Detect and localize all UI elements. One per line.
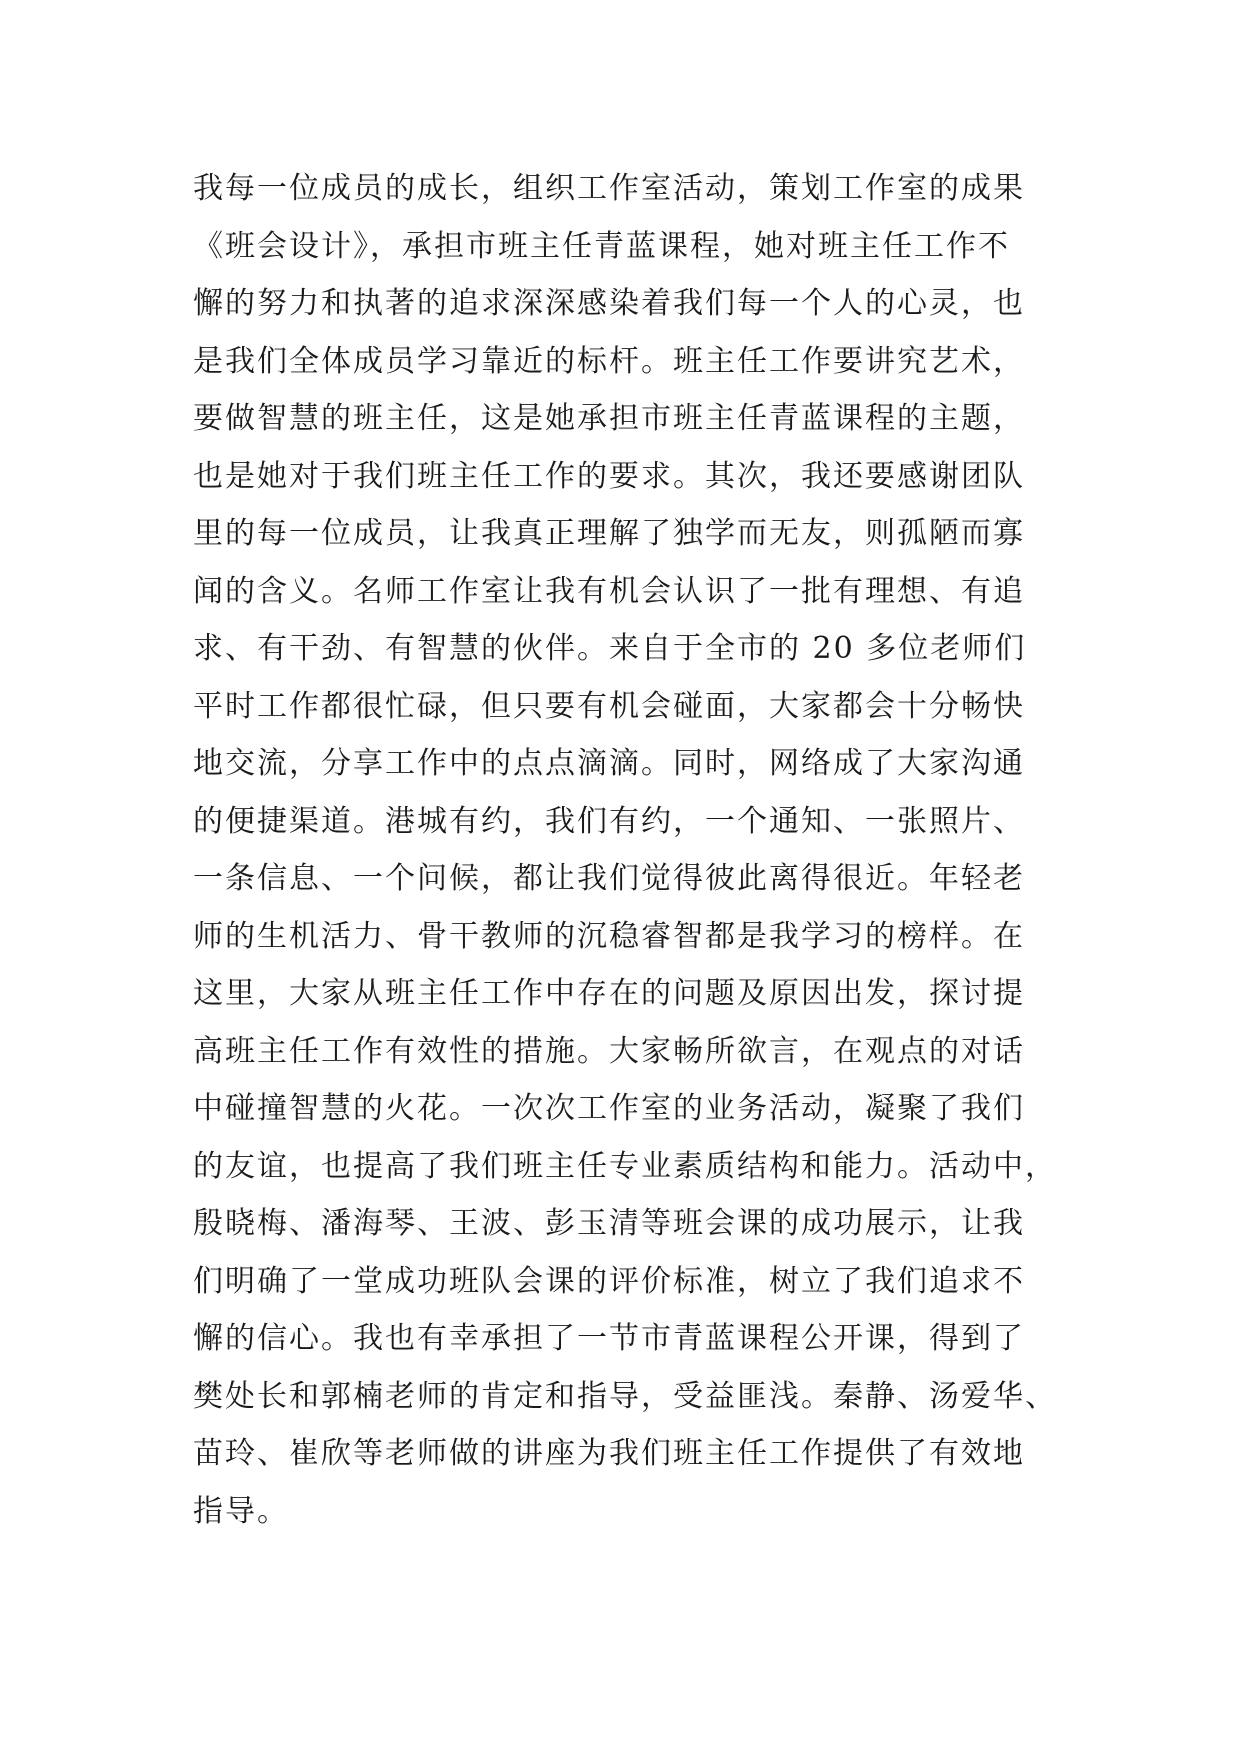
text-line: 殷晓梅、潘海琴、王波、彭玉清等班会课的成功展示，让我 <box>193 1206 1025 1241</box>
text-line: 的友谊，也提高了我们班主任专业素质结构和能力。活动中， <box>193 1148 1057 1184</box>
text-line: 苗玲、崔欣等老师做的讲座为我们班主任工作提供了有效地 <box>193 1436 1025 1471</box>
text-line: 要做智慧的班主任，这是她承担市班主任青蓝课程的主题， <box>193 401 1025 436</box>
text-line: 懈的努力和执著的追求深深感染着我们每一个人的心灵，也 <box>193 286 1025 321</box>
text-line: 地交流，分享工作中的点点滴滴。同时，网络成了大家沟通 <box>193 746 1025 781</box>
text-line: 的便捷渠道。港城有约，我们有约，一个通知、一张照片、 <box>193 803 1025 839</box>
text-line: 中碰撞智慧的火花。一次次工作室的业务活动，凝聚了我们 <box>193 1091 1025 1126</box>
text-line: 平时工作都很忙碌，但只要有机会碰面，大家都会十分畅快 <box>193 688 1025 724</box>
text-line: 求、有干劲、有智慧的伙伴。来自于全市的 20 多位老师们 <box>193 631 1027 666</box>
text-line: 闻的含义。名师工作室让我有机会认识了一批有理想、有追 <box>193 573 1025 609</box>
text-line: 们明确了一堂成功班队会课的评价标准，树立了我们追求不 <box>193 1263 1025 1299</box>
text-line: 是我们全体成员学习靠近的标杆。班主任工作要讲究艺术， <box>193 343 1025 379</box>
document-body-text <box>193 160 1073 1540</box>
text-line: 里的每一位成员，让我真正理解了独学而无友，则孤陋而寡 <box>193 516 1025 551</box>
text-line: 也是她对于我们班主任工作的要求。其次，我还要感谢团队 <box>193 458 1025 494</box>
text-line: 师的生机活力、骨干教师的沉稳睿智都是我学习的榜样。在 <box>193 918 1025 954</box>
text-line: 《班会设计》，承担市班主任青蓝课程，她对班主任工作不 <box>193 228 1010 264</box>
text-line: 樊处长和郭楠老师的肯定和指导，受益匪浅。秦静、汤爱华、 <box>193 1378 1057 1414</box>
text-line: 指导。 <box>193 1493 289 1529</box>
text-line: 一条信息、一个问候，都让我们觉得彼此离得很近。年轻老 <box>193 861 1025 896</box>
text-line: 这里，大家从班主任工作中存在的问题及原因出发，探讨提 <box>193 976 1025 1011</box>
text-line: 我每一位成员的成长，组织工作室活动，策划工作室的成果 <box>193 171 1025 206</box>
text-line: 高班主任工作有效性的措施。大家畅所欲言，在观点的对话 <box>193 1033 1025 1069</box>
text-line: 懈的信心。我也有幸承担了一节市青蓝课程公开课，得到了 <box>193 1321 1025 1356</box>
